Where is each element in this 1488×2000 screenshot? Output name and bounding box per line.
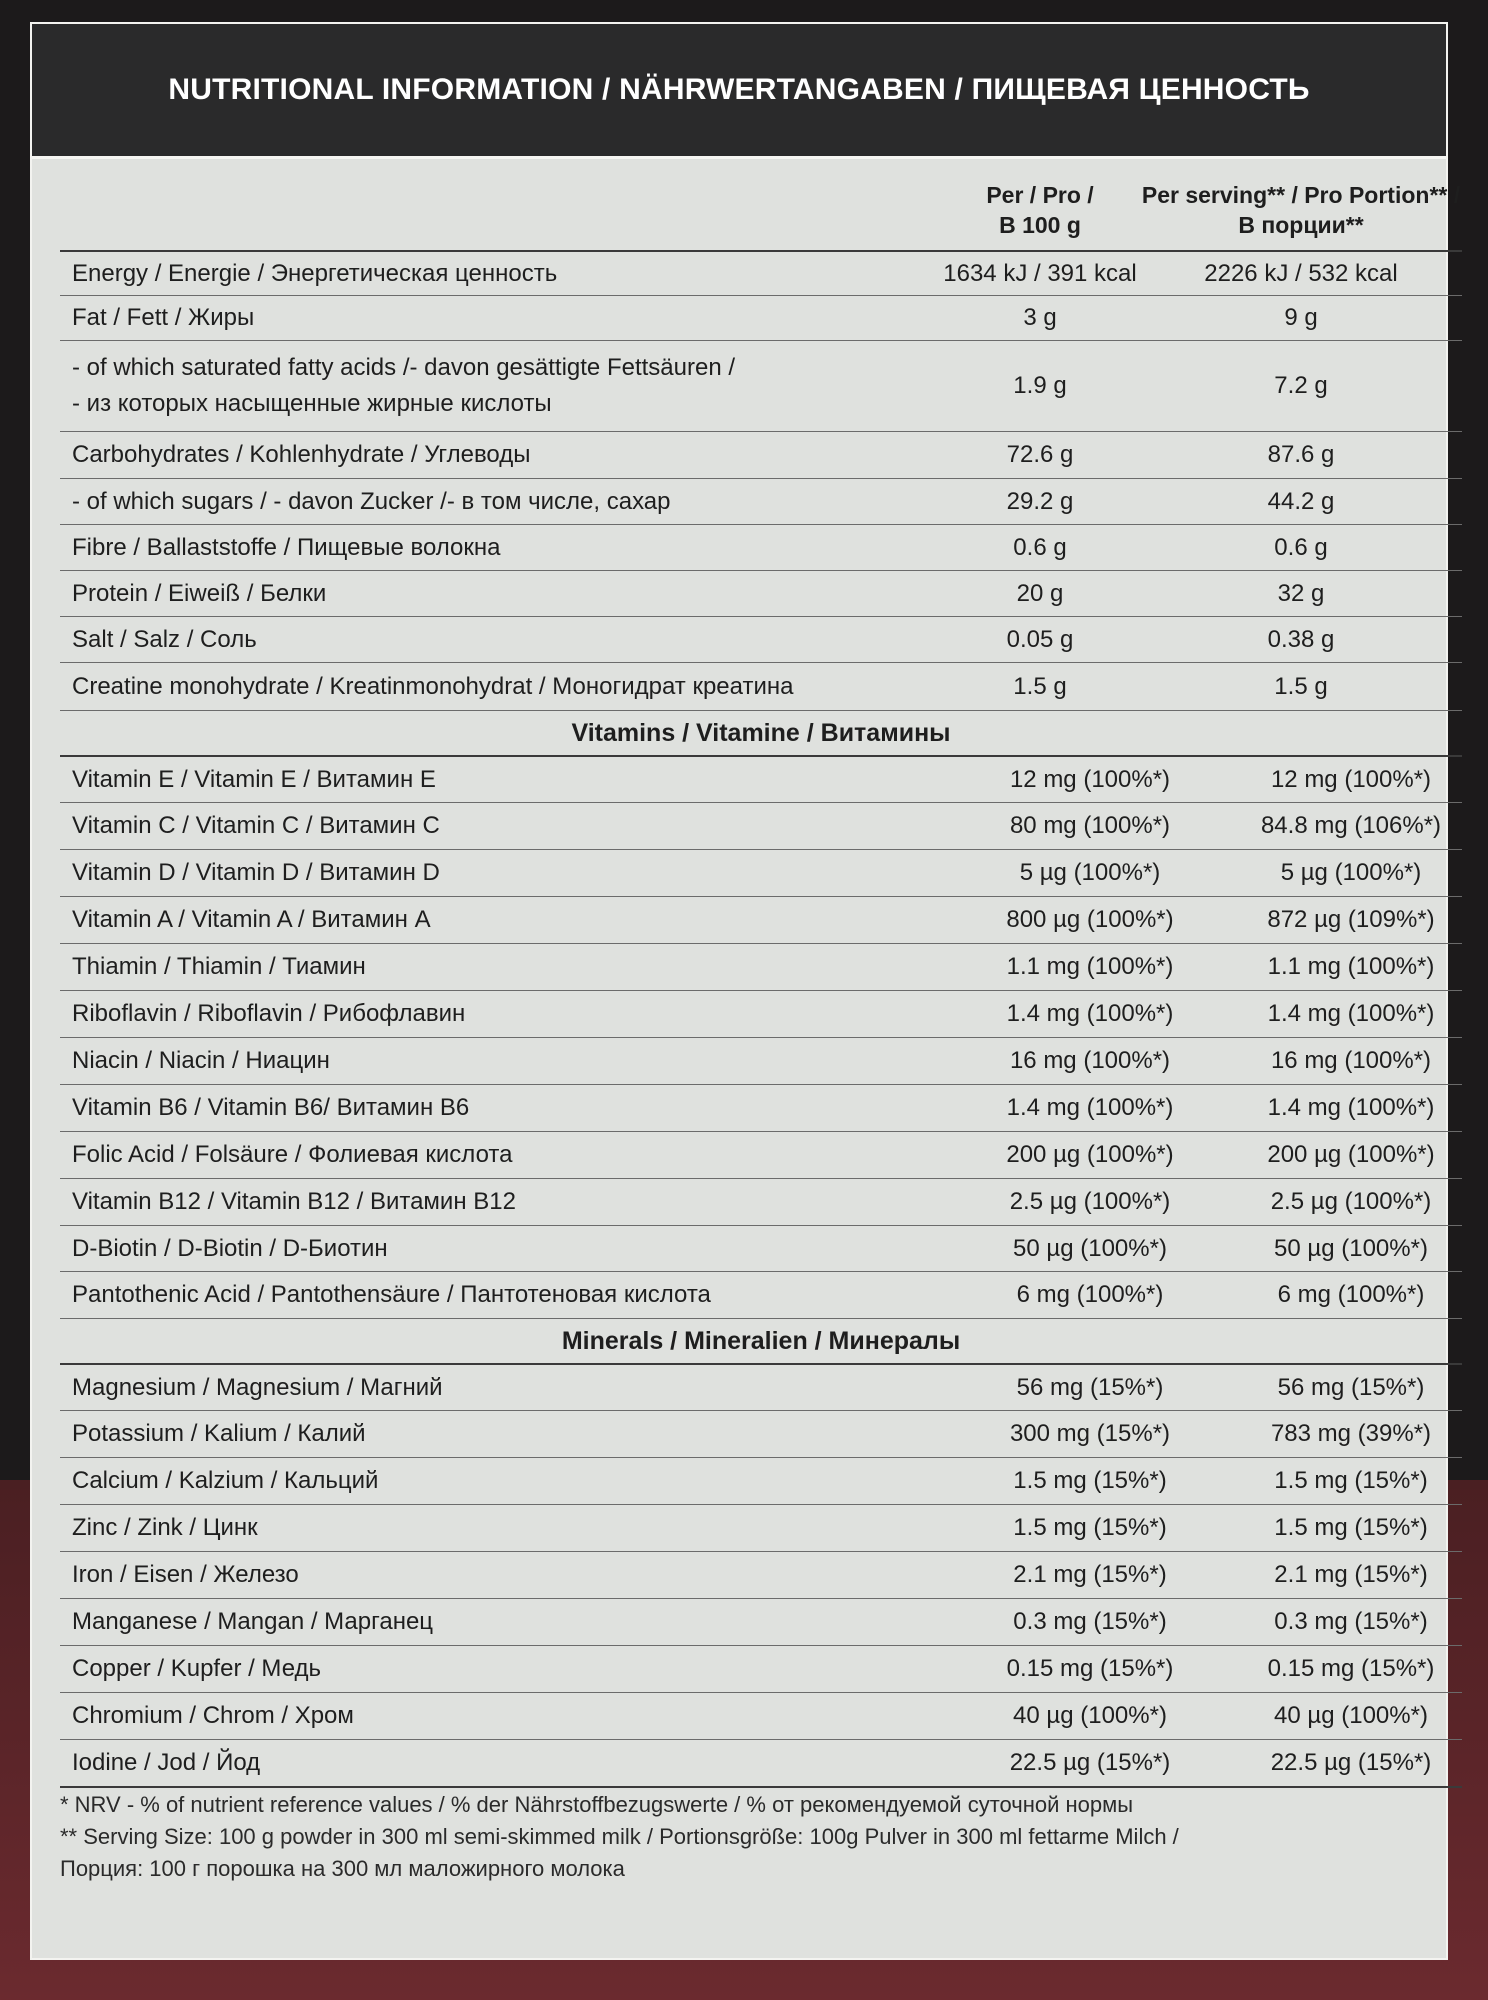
value-per-serving: 0.3 mg (15%*) [1274, 1608, 1428, 1635]
vitamin-name: Pantothenic Acid / Pantothensäure / Пантотеновая кислота [72, 1281, 711, 1308]
nutrient-name-line2: - из которых насыщенные жирные кислоты [72, 390, 552, 417]
table-row [60, 1411, 1462, 1458]
value-per-serving: 32 g [1277, 579, 1325, 607]
nutrient-name: Fibre / Ballaststoffe / Пищевые волокна [72, 533, 501, 561]
table-row [60, 432, 1462, 479]
vitamin-name: Vitamin D / Vitamin D / Витамин D [72, 859, 440, 886]
value-per-100g: 80 mg (100%*) [1009, 812, 1171, 839]
column-headers [60, 174, 1462, 252]
value-per-serving: 44.2 g [1267, 487, 1335, 515]
value-per-serving: 0.38 g [1267, 625, 1335, 653]
mineral-name: Calcium / Kalzium / Кальций [72, 1467, 379, 1494]
vitamin-name: Vitamin C / Vitamin C / Витамин C [72, 812, 440, 839]
value-per-100g: 0.3 mg (15%*) [1013, 1608, 1167, 1635]
table-row [60, 897, 1462, 944]
table-row [60, 571, 1462, 617]
value-per-100g: 1634 kJ / 391 kcal [943, 259, 1137, 287]
value-per-serving: 40 µg (100%*) [1274, 1702, 1428, 1729]
table-row [60, 757, 1462, 803]
table-row [60, 1458, 1462, 1505]
vitamin-name: Niacin / Niacin / Ниацин [72, 1047, 330, 1074]
table-row [60, 1179, 1462, 1226]
page-title: NUTRITIONAL INFORMATION / NÄHRWERTANGABEN / ПИЩЕВАЯ ЦЕННОСТЬ [168, 73, 1310, 106]
table-row [60, 617, 1462, 663]
vitamins-section-title: Vitamins / Vitamine / Витамины [60, 711, 1462, 757]
value-per-serving: 872 µg (109%*) [1267, 906, 1435, 933]
value-per-100g: 1.5 mg (15%*) [1013, 1467, 1167, 1494]
panel-header [32, 24, 1446, 159]
table-row [60, 1740, 1462, 1788]
mineral-name: Iron / Eisen / Железо [72, 1561, 299, 1588]
value-per-serving: 5 µg (100%*) [1280, 859, 1422, 886]
value-per-100g: 1.9 g [1013, 372, 1067, 399]
value-per-100g: 0.6 g [1013, 533, 1067, 561]
value-per-100g: 40 µg (100%*) [1013, 1702, 1167, 1729]
value-per-100g: 800 µg (100%*) [1006, 906, 1174, 933]
nutrient-name: Salt / Salz / Соль [72, 625, 257, 653]
vitamin-name: Vitamin A / Vitamin A / Витамин A [72, 906, 431, 933]
footnote-serving-size-ru: Порция: 100 г порошка на 300 мл маложирного молока [60, 1856, 625, 1881]
value-per-serving: 1.4 mg (100%*) [1267, 1000, 1435, 1027]
value-per-100g: 1.4 mg (100%*) [1006, 1094, 1174, 1121]
footnote-serving-size: ** Serving Size: 100 g powder in 300 ml semi-skimmed milk / Portionsgröße: 100g Pulver in 300 ml fettarme Milch / [60, 1824, 1179, 1849]
vitamin-name: Thiamin / Thiamin / Тиамин [72, 953, 366, 980]
table-row [60, 1365, 1462, 1411]
table-row [60, 1505, 1462, 1552]
mineral-name: Copper / Kupfer / Медь [72, 1655, 322, 1682]
table-row [60, 991, 1462, 1038]
value-per-serving: 12 mg (100%*) [1270, 765, 1432, 793]
value-per-100g: 29.2 g [1006, 487, 1074, 515]
value-per-serving: 1.5 mg (15%*) [1274, 1467, 1428, 1494]
value-per-100g: 0.05 g [1006, 625, 1074, 653]
value-per-100g: 5 µg (100%*) [1019, 859, 1161, 886]
value-per-serving: 9 g [1284, 304, 1318, 331]
value-per-100g: 1.1 mg (100%*) [1006, 953, 1174, 980]
table-row [60, 341, 1462, 432]
value-per-serving: 56 mg (15%*) [1277, 1373, 1425, 1401]
value-per-serving: 84.8 mg (106%*) [1260, 812, 1442, 839]
mineral-name: Zinc / Zink / Цинк [72, 1514, 258, 1541]
column-per-serving: Per serving** / Pro Portion** / В порции** [1141, 182, 1461, 238]
value-per-100g: 1.5 mg (15%*) [1013, 1514, 1167, 1541]
table-row [60, 1038, 1462, 1085]
nutrient-name: Carbohydrates / Kohlenhydrate / Углеводы [72, 441, 531, 468]
mineral-name: Chromium / Chrom / Хром [72, 1702, 354, 1729]
table-row [60, 1693, 1462, 1740]
value-per-serving: 783 mg (39%*) [1270, 1420, 1432, 1447]
mineral-name: Manganese / Mangan / Марганец [72, 1608, 434, 1635]
value-per-100g: 2.5 µg (100%*) [1009, 1188, 1171, 1215]
value-per-serving: 7.2 g [1274, 372, 1328, 399]
value-per-100g: 1.5 g [1013, 672, 1067, 700]
table-row [60, 1132, 1462, 1179]
nutrient-name: Protein / Eiweiß / Белки [72, 579, 327, 607]
value-per-100g: 50 µg (100%*) [1013, 1234, 1167, 1262]
value-per-serving: 6 mg (100%*) [1277, 1281, 1425, 1308]
table-row [60, 479, 1462, 525]
vitamin-name: Folic Acid / Folsäure / Фолиевая кислота [72, 1141, 513, 1168]
value-per-serving: 1.4 mg (100%*) [1267, 1094, 1435, 1121]
vitamin-name: D-Biotin / D-Biotin / D-Биотин [72, 1234, 388, 1262]
nutrient-name: Energy / Energie / Энергетическая ценность [72, 259, 558, 287]
table-row [60, 1085, 1462, 1132]
table-row [60, 1646, 1462, 1693]
table-row [60, 1272, 1462, 1319]
table-row [60, 1599, 1462, 1646]
value-per-100g: 0.15 mg (15%*) [1006, 1655, 1174, 1682]
value-per-100g: 20 g [1016, 579, 1064, 607]
value-per-serving: 16 mg (100%*) [1270, 1047, 1432, 1074]
value-per-100g: 12 mg (100%*) [1009, 765, 1171, 793]
value-per-100g: 2.1 mg (15%*) [1013, 1561, 1167, 1588]
table-row [60, 663, 1462, 711]
table-row [60, 944, 1462, 991]
value-per-serving: 0.15 mg (15%*) [1267, 1655, 1435, 1682]
value-per-serving: 0.6 g [1274, 533, 1328, 561]
value-per-100g: 6 mg (100%*) [1016, 1281, 1164, 1308]
value-per-100g: 22.5 µg (15%*) [1009, 1749, 1171, 1776]
footnote-nrv: * NRV - % of nutrient reference values / % der Nährstoffbezugswerte / % от рекомендуемой суточной нормы [60, 1792, 1134, 1817]
value-per-serving: 2.1 mg (15%*) [1274, 1561, 1428, 1588]
vitamin-name: Vitamin E / Vitamin E / Витамин E [72, 765, 436, 793]
column-per-100g: Per / Pro / В 100 g [986, 182, 1094, 238]
table-row [60, 252, 1462, 296]
table-row [60, 850, 1462, 897]
value-per-100g: 16 mg (100%*) [1009, 1047, 1171, 1074]
table-row [60, 296, 1462, 341]
nutrient-name: - of which saturated fatty acids /- davon gesättigte Fettsäuren / [72, 354, 736, 381]
nutrition-panel [30, 22, 1461, 1960]
nutrient-name: - of which sugars / - davon Zucker /- в том числе, сахар [72, 487, 671, 515]
value-per-100g: 200 µg (100%*) [1006, 1141, 1174, 1168]
vitamin-name: Vitamin B6 / Vitamin B6/ Витамин B6 [72, 1094, 470, 1121]
value-per-serving: 22.5 µg (15%*) [1270, 1749, 1432, 1776]
minerals-section-title: Minerals / Mineralien / Минералы [60, 1319, 1462, 1365]
value-per-serving: 200 µg (100%*) [1267, 1141, 1435, 1168]
table-row [60, 525, 1462, 571]
nutrient-name: Fat / Fett / Жиры [72, 304, 255, 331]
table-row [60, 803, 1462, 850]
mineral-name: Magnesium / Magnesium / Магний [72, 1373, 443, 1401]
vitamin-name: Riboflavin / Riboflavin / Рибофлавин [72, 1000, 466, 1027]
value-per-serving: 1.5 mg (15%*) [1274, 1514, 1428, 1541]
mineral-name: Potassium / Kalium / Калий [72, 1420, 366, 1447]
value-per-serving: 1.1 mg (100%*) [1267, 953, 1435, 980]
value-per-serving: 50 µg (100%*) [1274, 1234, 1428, 1262]
mineral-name: Iodine / Jod / Йод [72, 1749, 261, 1776]
value-per-100g: 56 mg (15%*) [1016, 1373, 1164, 1401]
table-row [60, 1226, 1462, 1272]
value-per-100g: 1.4 mg (100%*) [1006, 1000, 1174, 1027]
value-per-100g: 300 mg (15%*) [1009, 1420, 1171, 1447]
value-per-serving: 2226 kJ / 532 kcal [1204, 259, 1398, 287]
value-per-100g: 3 g [1023, 304, 1057, 331]
footnotes [60, 1789, 1440, 1885]
nutrient-name: Creatine monohydrate / Kreatinmonohydrat / Моногидрат креатина [72, 672, 794, 700]
vitamin-name: Vitamin B12 / Vitamin B12 / Витамин B12 [72, 1188, 516, 1215]
table-row [60, 1552, 1462, 1599]
value-per-serving: 1.5 g [1274, 672, 1328, 700]
value-per-100g: 72.6 g [1006, 441, 1074, 468]
value-per-serving: 2.5 µg (100%*) [1270, 1188, 1432, 1215]
nutrition-table [60, 174, 1462, 1788]
value-per-serving: 87.6 g [1267, 441, 1335, 468]
